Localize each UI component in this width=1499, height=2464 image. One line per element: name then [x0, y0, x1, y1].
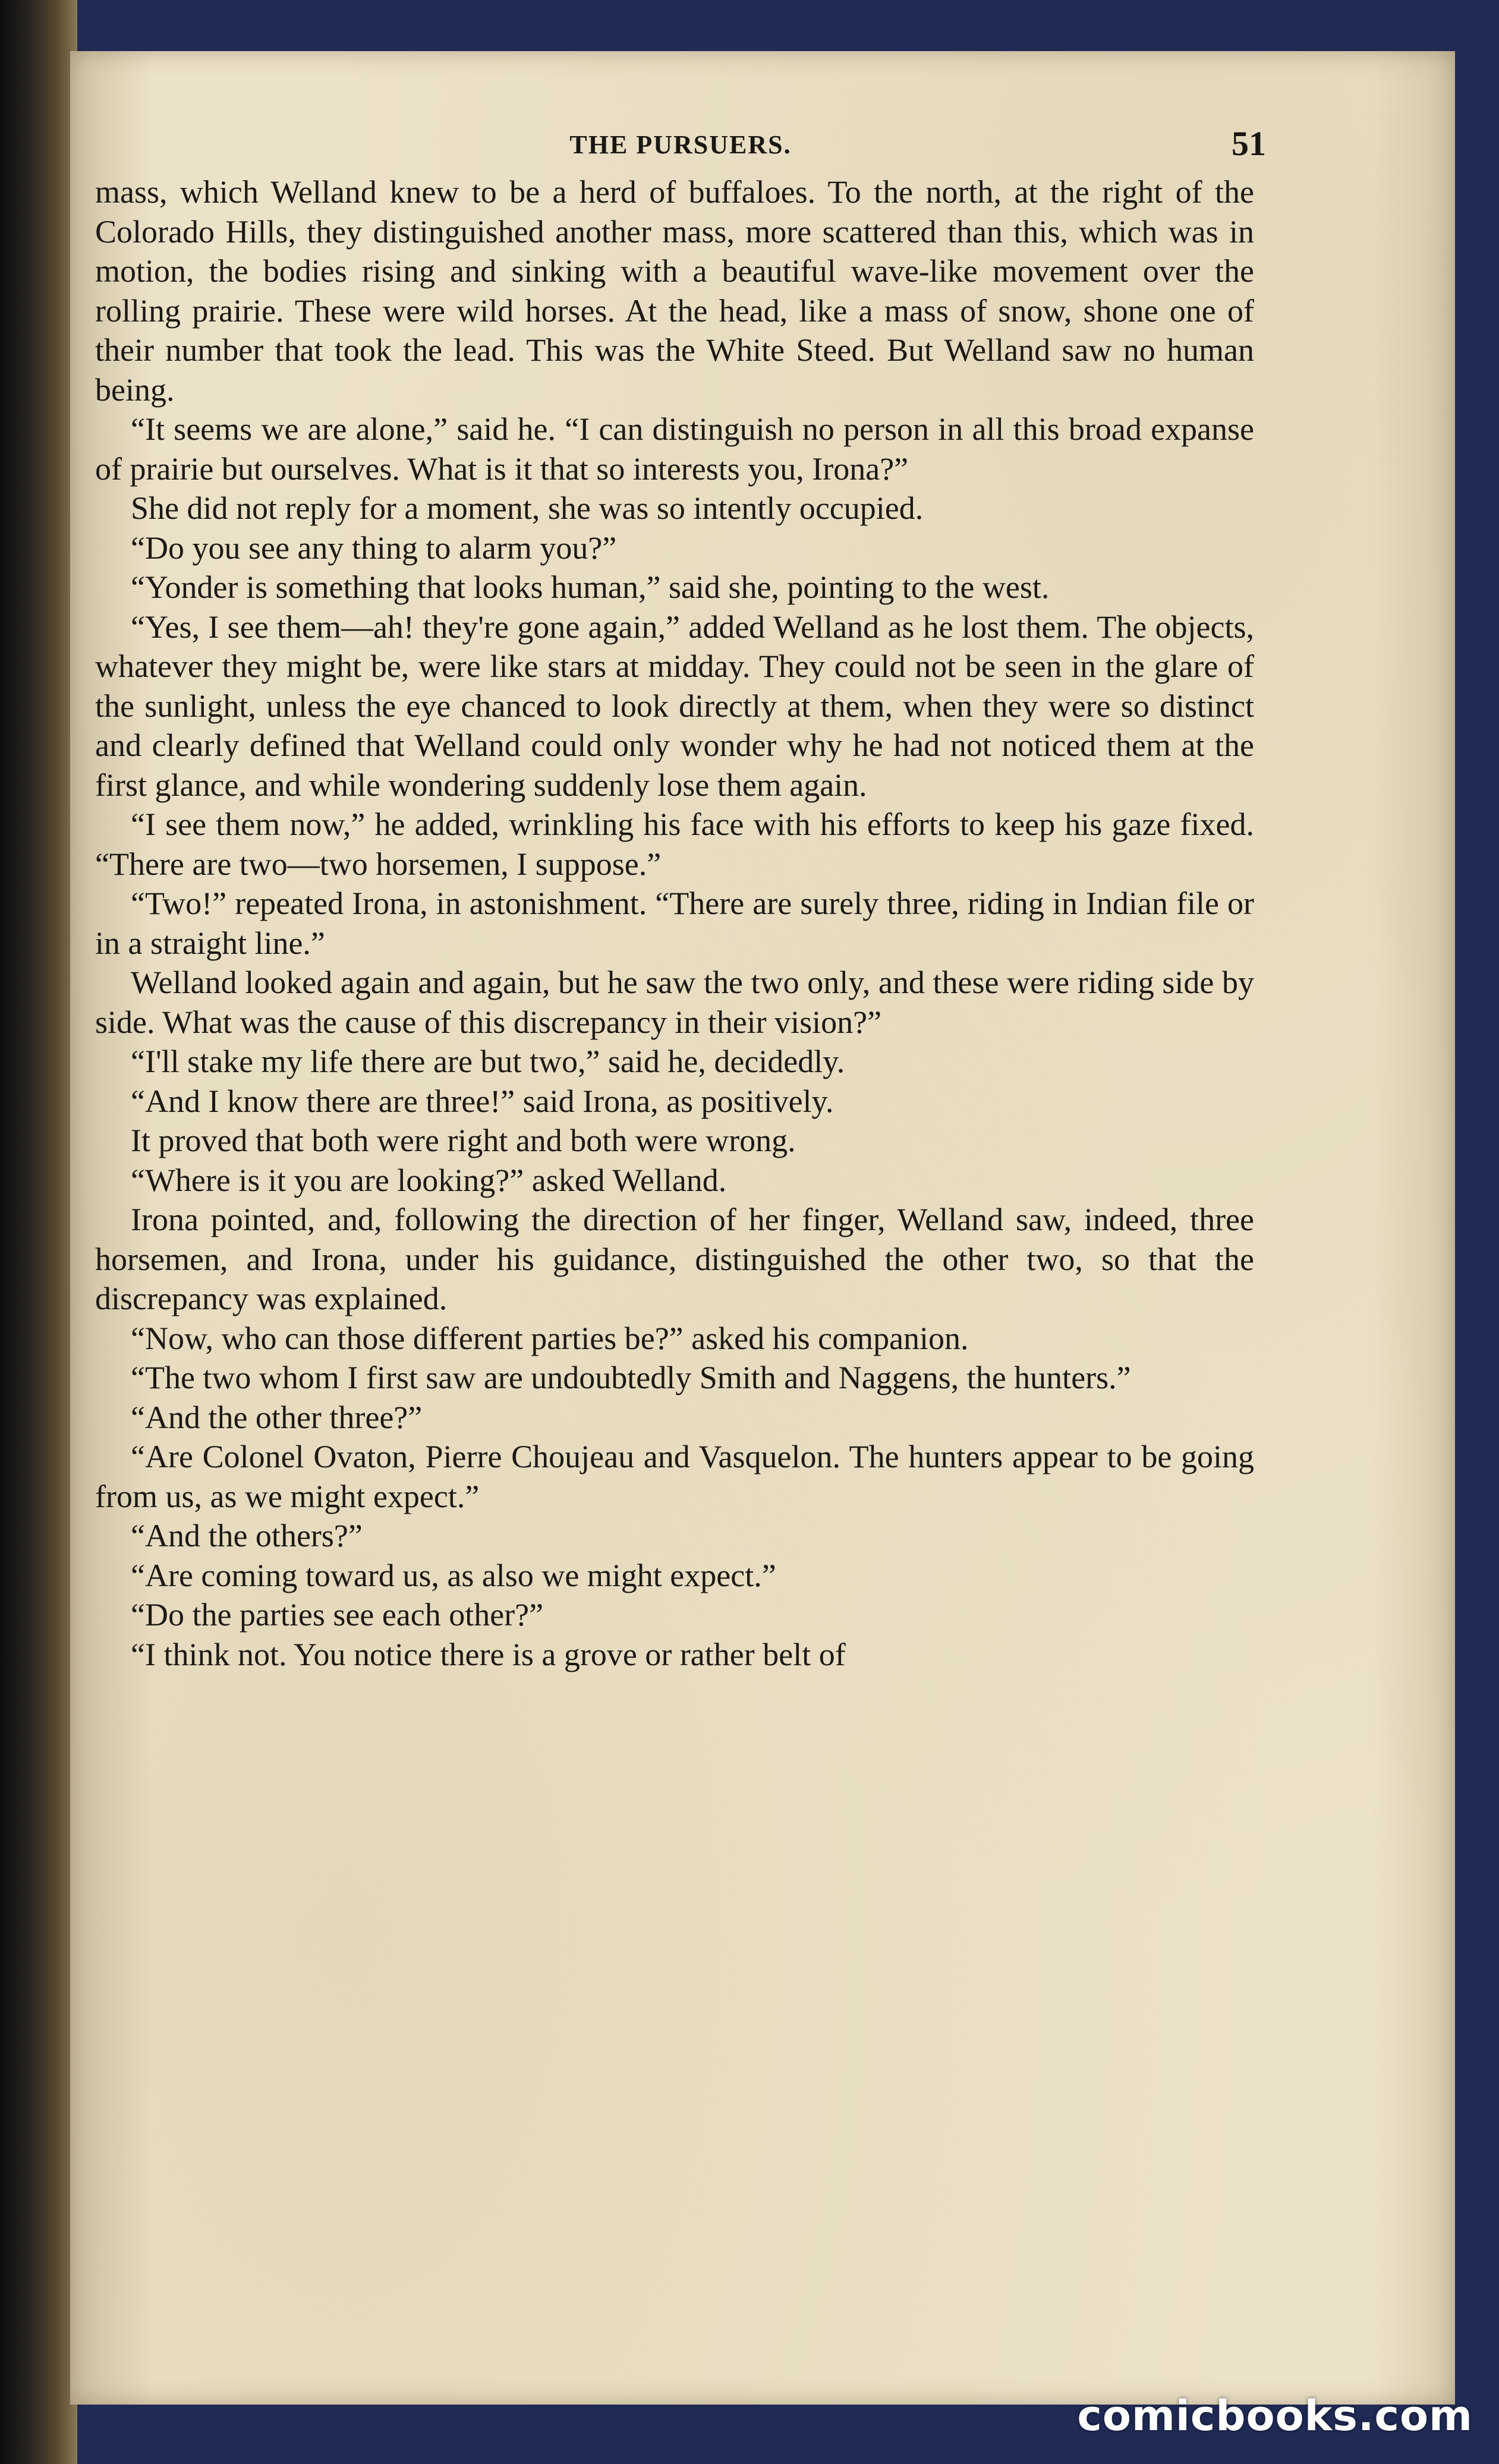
page-header [101, 119, 1266, 172]
paragraph: “I think not. You notice there is a grove or rather belt of [131, 1636, 846, 1672]
paragraph: “Do you see any thing to alarm you?” [131, 530, 617, 566]
paragraph: “Now, who can those different parties be?” asked his companion. [131, 1320, 969, 1356]
paragraph: “And the others?” [131, 1518, 363, 1554]
paragraph: “And I know there are three!” said Irona, as positively. [131, 1083, 834, 1119]
paragraph: “I see them now,” he added, wrinkling his face with his efforts to keep his gaze fixed. “There are two—two horsemen, I suppose.” [95, 806, 1254, 882]
paragraph: “I'll stake my life there are but two,” said he, decidedly. [131, 1044, 845, 1079]
paragraph: “Two!” repeated Irona, in astonishment. “There are surely three, riding in Indian file or in a straight line.” [95, 886, 1254, 961]
paragraph: She did not reply for a moment, she was so intently occupied. [131, 490, 924, 526]
paragraph: “Do the parties see each other?” [131, 1597, 544, 1633]
paragraph: Irona pointed, and, following the direction of her finger, Welland saw, indeed, three horsemen, and Irona, under his guidance, distinguished the other two, so that the discrepancy was explained. [95, 1202, 1254, 1316]
paragraph: Welland looked again and again, but he saw the two only, and these were riding side by side. What was the cause of this discrepancy in their vision?” [95, 965, 1254, 1040]
page-number: 51 [1232, 124, 1266, 163]
page-body-text [95, 172, 1254, 2181]
paragraph: It proved that both were right and both were wrong. [131, 1123, 796, 1158]
paragraph: “Yes, I see them—ah! they're gone again,” added Welland as he lost them. The objects, whatever they might be, were like stars at midday. They could not be seen in the glare of the sunlight, unless the eye chanced to look directly at them, when they were so distinct and clearly defined that Welland could only wonder why he had not noticed them at the first glance, and while wondering suddenly lose them again. [95, 609, 1254, 803]
paragraph: “It seems we are alone,” said he. “I can distinguish no person in all this broad expanse of prairie but ourselves. What is it that so interests you, Irona?” [95, 411, 1254, 487]
paragraph: “Where is it you are looking?” asked Welland. [131, 1162, 727, 1198]
paragraph: “The two whom I first saw are undoubtedly Smith and Naggens, the hunters.” [131, 1360, 1131, 1395]
book-spine-edge [0, 0, 77, 2464]
paragraph: “Are coming toward us, as also we might expect.” [131, 1557, 776, 1593]
paragraph: “Are Colonel Ovaton, Pierre Choujeau and Vasquelon. The hunters appear to be going from us, as we might expect.” [95, 1439, 1254, 1514]
paragraph: “And the other three?” [131, 1399, 423, 1435]
paragraph: mass, which Welland knew to be a herd of buffaloes. To the north, at the right of the Colorado Hills, they distinguished another mass, more scattered than this, which was in motion, the bodies rising and sinking with a beautiful wave-like movement over the rolling prairie. These were wild horses. At the head, like a mass of snow, shone one of their number that took the lead. This was the White Steed. But Welland saw no human being. [95, 174, 1254, 408]
running-title: THE PURSUERS. [569, 130, 792, 159]
paragraph: “Yonder is something that looks human,” said she, pointing to the west. [131, 569, 1050, 605]
site-watermark: comicbooks.com [1077, 2391, 1473, 2440]
